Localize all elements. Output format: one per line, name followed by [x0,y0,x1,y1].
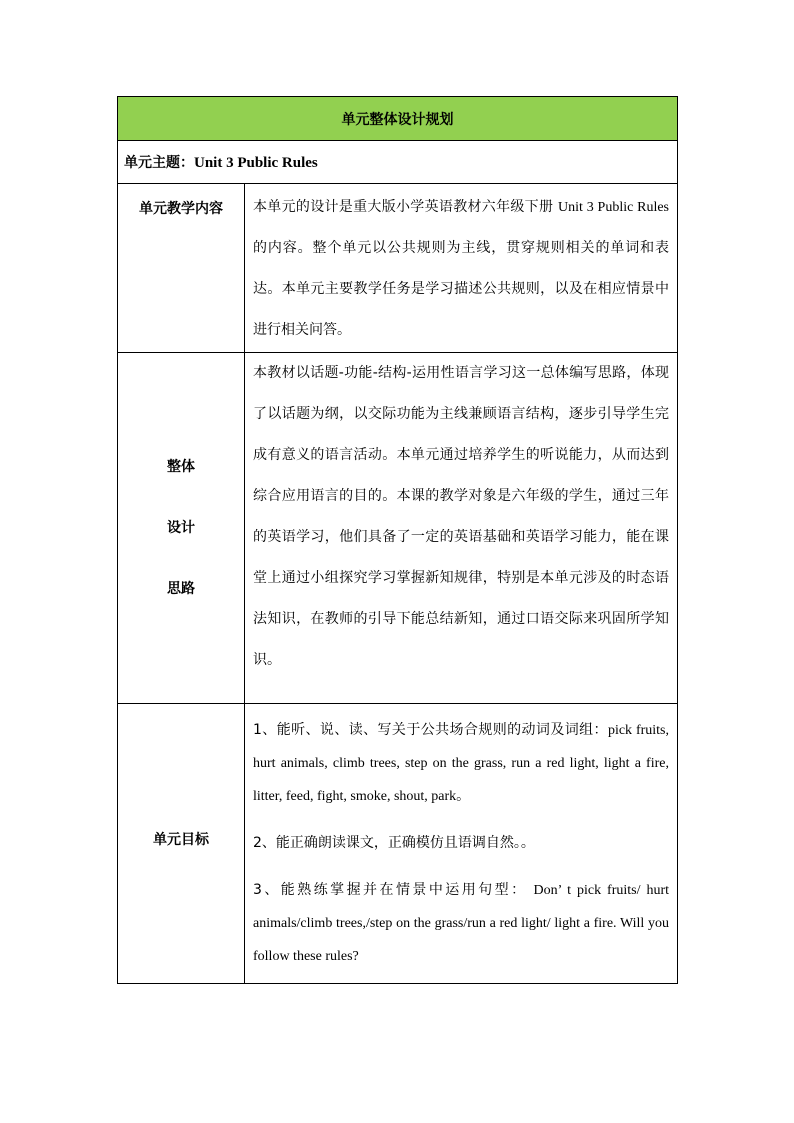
goal-1-en: pick fruits, hurt animals, climb trees, step on the grass, run a red light, light a fire, litter, feed, fight, smoke, shout, park [253,723,670,804]
unit-plan-table [117,96,678,984]
design-idea-label [118,353,245,704]
unit-theme-value: Unit 3 Public Rules [194,155,318,171]
design-idea-text: 本教材以话题-功能-结构-运用性语言学习这一总体编写思路，体现了以话题为纲，以交际功能为主线兼顾语言结构，逐步引导学生完成有意义的语言活动。本单元通过培养学生的听说能力，从而达到综合应用语言的目的。本课的教学对象是六年级的学生，通过三年的英语学习，他们具备了一定的英语基础和英语学习能力，能在课堂上通过小组探究学习掌握新知规律，特别是本单元涉及的时态语法知识，在教师的引导下能总结新知，通过口语交际来巩固所学知识。 [245,353,678,704]
teaching-content-label: 单元教学内容 [118,184,245,353]
design-idea-label-line: 整体 [167,458,195,475]
unit-goals-label: 单元目标 [118,704,245,984]
teaching-content-text-part1: 本单元的设计是重大版小学英语教材六年级下册 [253,199,559,215]
design-idea-label-line: 思路 [167,580,195,597]
table-title: 单元整体设计规划 [118,97,678,141]
design-idea-label-line: 设计 [167,519,195,536]
unit-theme-row [118,141,678,184]
goal-3-cn: 3、能熟练掌握并在情景中运用句型： [253,882,528,898]
goal-item-3 [253,874,669,973]
goal-1-cn: 1、能听、说、读、写关于公共场合规则的动词及词组： [253,722,608,738]
goal-3-en: Don’ t pick fruits/ hurt animals/climb trees,/step on the grass/run a red light/ light a fire. Will you follow these rules? [253,883,669,964]
teaching-content-text [245,184,678,353]
goal-item-2: 2、能正确朗读课文，正确模仿且语调自然。。 [253,835,535,851]
unit-goals-text [245,704,678,984]
goal-1-end: 。 [456,788,471,804]
teaching-content-text-en: Unit 3 Public Rules [558,200,670,215]
goal-item-1 [253,714,669,813]
unit-theme-label: 单元主题： [124,155,194,171]
teaching-content-text-part2: 的内容。整个单元以公共规则为主线，贯穿规则相关的单词和表达。本单元主要教学任务是学习描述公共规则，以及在相应情景中进行相关问答。 [253,240,669,338]
